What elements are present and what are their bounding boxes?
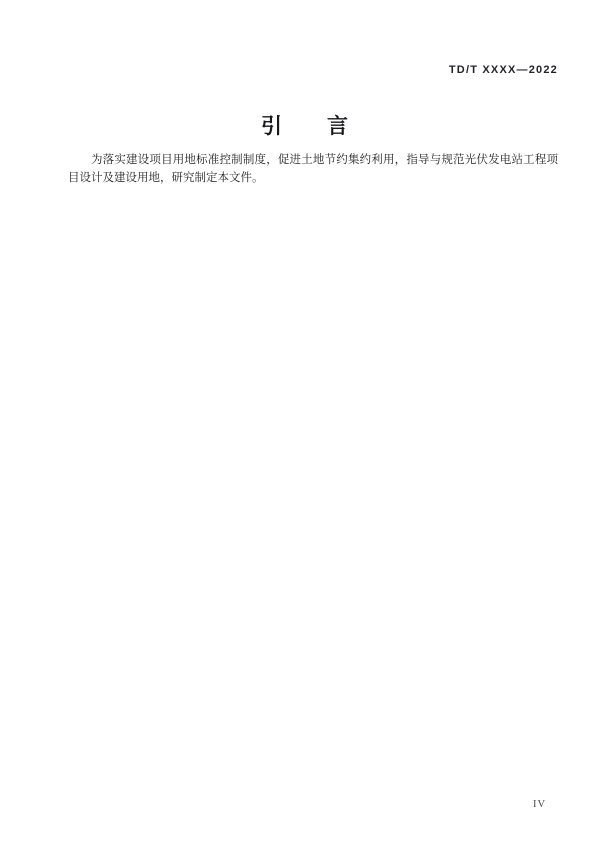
page-number: IV	[533, 799, 547, 810]
intro-paragraph: 为落实建设项目用地标准控制制度，促进土地节约集约利用，指导与规范光伏发电站工程项目设计及建设用地，研究制定本文件。	[68, 154, 558, 184]
page-title: 引 言	[261, 115, 349, 138]
standard-number: TD/T XXXX—2022	[448, 64, 558, 76]
